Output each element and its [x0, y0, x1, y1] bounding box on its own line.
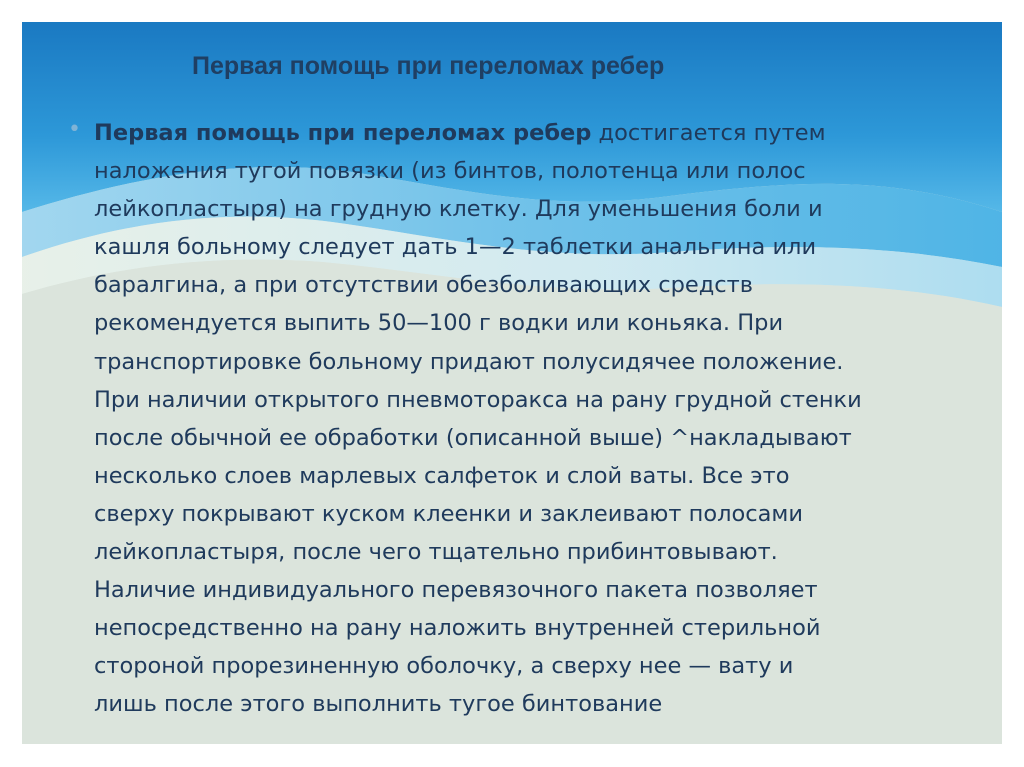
text-line: баралгина, а при отсутствии обезболивающих средств: [94, 272, 754, 299]
text-line: [94, 114, 979, 152]
text-line: транспортировке больному придают полусидячее положение.: [94, 348, 844, 375]
text-line: кашля больному следует дать 1—2 таблетки анальгина или: [94, 234, 817, 261]
text-line: лейкопластыря, после чего тщательно прибинтовывают.: [94, 539, 778, 566]
lead-phrase: Первая помощь при переломах ребер: [94, 120, 592, 146]
text-line-part: достигается путем: [591, 120, 826, 146]
text-line: При наличии открытого пневмоторакса на рану грудной стенки: [94, 386, 862, 413]
text-line: непосредственно на рану наложить внутренней стерильной: [94, 615, 821, 642]
text-line: стороной прорезиненную оболочку, а сверху нее — вату и: [94, 653, 794, 680]
text-line: наложения тугой повязки (из бинтов, полотенца или полос: [94, 158, 806, 185]
text-line: Наличие индивидуального перевязочного пакета позволяет: [94, 577, 818, 604]
text-line: после обычной ее обработки (описанной выше) ^накладывают: [94, 424, 852, 451]
text-line: лишь после этого выполнить тугое бинтование: [94, 691, 663, 718]
slide: [22, 22, 1002, 744]
text-line: рекомендуется выпить 50—100 г водки или коньяка. При: [94, 310, 784, 337]
body-text: [94, 114, 979, 724]
text-line: несколько слоев марлевых салфеток и слой ваты. Все это: [94, 462, 790, 489]
slide-title: Первая помощь при переломах ребер: [192, 52, 665, 80]
text-line: лейкопластыря) на грудную клетку. Для уменьшения боли и: [94, 196, 823, 223]
text-line: сверху покрывают куском клеенки и заклеивают полосами: [94, 500, 803, 527]
bullet-icon: •: [68, 117, 81, 142]
